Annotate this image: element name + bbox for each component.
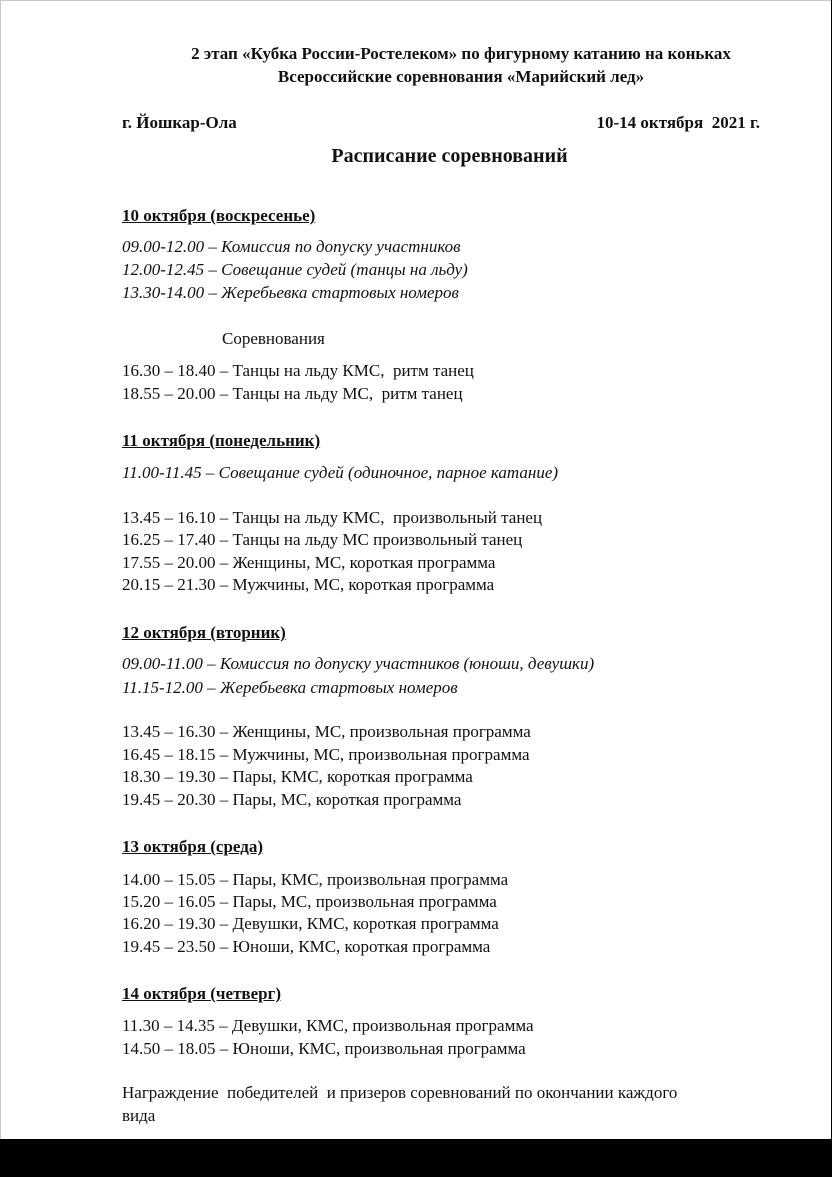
event-item: 16.45 – 18.15 – Мужчины, МС, произвольная программа [122,745,530,764]
event-item: 14.00 – 15.05 – Пары, КМС, произвольная программа [122,870,509,889]
competitions-subheading: Соревнования [222,329,325,348]
event-item: 18.55 – 20.00 – Танцы на льду МС, ритм танец [122,384,463,403]
official-item: 12.00-12.45 – Совещание судей (танцы на льду) [122,260,468,279]
event-item: 16.20 – 19.30 – Девушки, КМС, короткая программа [122,914,499,933]
event-item: 19.45 – 20.30 – Пары, МС, короткая программа [122,790,462,809]
event-dates: 10-14 октября 2021 г. [596,113,760,132]
event-title: 2 этап «Кубка России-Ростелеком» по фигурному катанию на коньках [191,44,731,63]
official-item: 11.15-12.00 – Жеребьевка стартовых номеров [122,678,458,697]
official-item: 11.00-11.45 – Совещание судей (одиночное, парное катание) [122,463,559,482]
event-item: 14.50 – 18.05 – Юноши, КМС, произвольная программа [122,1039,526,1058]
awards-note: Награждение победителей и призеров соревнований по окончании каждого [122,1083,678,1102]
day-title: 12 октября (вторник) [122,623,286,642]
event-item: 18.30 – 19.30 – Пары, КМС, короткая программа [122,767,473,786]
event-item: 20.15 – 21.30 – Мужчины, МС, короткая программа [122,575,495,594]
official-item: 09.00-11.00 – Комиссия по допуску участников (юноши, девушки) [122,654,595,673]
city: г. Йошкар-Ола [122,113,237,132]
event-item: 15.20 – 16.05 – Пары, МС, произвольная программа [122,892,497,911]
schedule-heading: Расписание соревнований [331,145,568,167]
event-item: 11.30 – 14.35 – Девушки, КМС, произвольная программа [122,1016,534,1035]
awards-note-continued: вида [122,1106,156,1125]
event-item: 16.25 – 17.40 – Танцы на льду МС произвольный танец [122,530,523,549]
day-title: 14 октября (четверг) [122,984,281,1003]
event-item: 17.55 – 20.00 – Женщины, МС, короткая программа [122,553,496,572]
event-subtitle: Всероссийские соревнования «Марийский лед» [277,67,645,86]
event-item: 13.45 – 16.10 – Танцы на льду КМС, произвольный танец [122,508,543,527]
event-item: 16.30 – 18.40 – Танцы на льду КМС, ритм танец [122,361,474,380]
day-title: 13 октября (среда) [122,837,264,856]
event-item: 13.45 – 16.30 – Женщины, МС, произвольная программа [122,722,531,741]
official-item: 13.30-14.00 – Жеребьевка стартовых номеров [122,283,459,302]
day-title: 11 октября (понедельник) [122,431,321,450]
event-item: 19.45 – 23.50 – Юноши, КМС, короткая программа [122,937,491,956]
official-item: 09.00-12.00 – Комиссия по допуску участников [122,237,461,256]
day-title: 10 октября (воскресенье) [122,206,316,225]
